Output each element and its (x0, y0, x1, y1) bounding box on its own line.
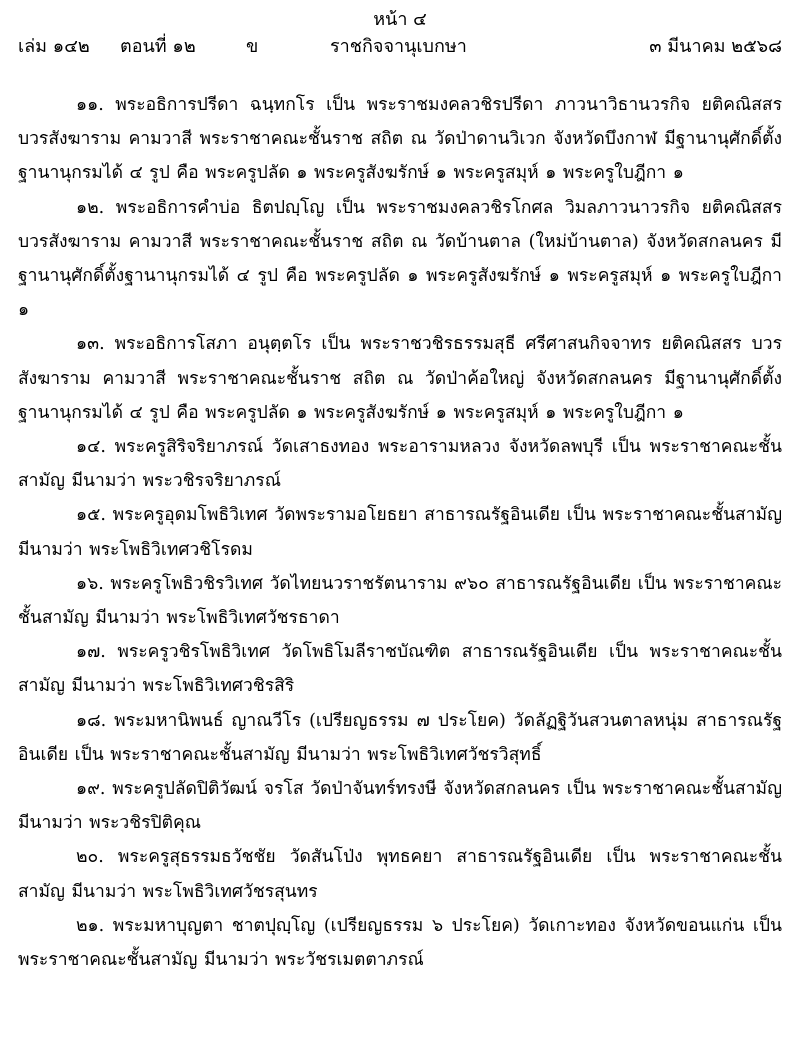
page-number: หน้า ๔ (373, 9, 427, 30)
paragraph-11: ๑๑. พระอธิการปรีดา ฉนฺทกโร เป็น พระราชมงคลวชิรปรีดา ภาวนาวิธานวรกิจ ยติคณิสสร บวรสังฆาราม คามวาสี พระราชาคณะชั้นราช สถิต ณ วัดป่าดานวิเวก จังหวัดบึงกาฬ มีฐานานุศักดิ์ตั้งฐานานุกรมได้ ๔ รูป คือ พระครูปลัด ๑ พระครูสังฆรักษ์ ๑ พระครูสมุห์ ๑ พระครูใบฎีกา ๑ (18, 95, 782, 184)
paragraph-16: ๑๖. พระครูโพธิวชิรวิเทศ วัดไทยนวราชรัตนาราม ๙๖๐ สาธารณรัฐอินเดีย เป็น พระราชาคณะชั้นสามัญ มีนามว่า พระโพธิวิเทศวัชรธาดา (18, 573, 782, 629)
publication-title: ราชกิจจานุเบกษา (330, 36, 467, 57)
volume-number: เล่ม ๑๔๒ (18, 36, 90, 57)
paragraph-20: ๒๐. พระครูสุธรรมธวัชชัย วัดสันโป่ง พุทธคยา สาธารณรัฐอินเดีย เป็น พระราชาคณะชั้นสามัญ มีนามว่า พระโพธิวิเทศวัชรสุนทร (18, 847, 782, 902)
paragraph-18: ๑๘. พระมหานิพนธ์ ญาณวีโร (เปรียญธรรม ๗ ประโยค) วัดลัฏฐิวันสวนตาลหนุ่ม สาธารณรัฐอินเดีย เป็น พระราชาคณะชั้นสามัญ มีนามว่า พระโพธิวิเทศวัชรวิสุทธิ์ (18, 710, 782, 765)
paragraph-14: ๑๔. พระครูสิริจริยาภรณ์ วัดเสาธงทอง พระอารามหลวง จังหวัดลพบุรี เป็น พระราชาคณะชั้นสามัญ มีนามว่า พระวชิรจริยาภรณ์ (18, 437, 782, 492)
issue-number: ตอนที่ ๑๒ (120, 36, 196, 57)
paragraph-15: ๑๕. พระครูอุดมโพธิวิเทศ วัดพระรามอโยธยา สาธารณรัฐอินเดีย เป็น พระราชาคณะชั้นสามัญ มีนามว่า พระโพธิวิเทศวชิโรดม (18, 505, 782, 560)
paragraph-12: ๑๒. พระอธิการคำบ่อ ธิตปญฺโญ เป็น พระราชมงคลวชิรโกศล วิมลภาวนาวรกิจ ยติคณิสสร บวรสังฆาราม คามวาสี พระราชาคณะชั้นราช สถิต ณ วัดบ้านตาล (ใหม่บ้านตาล) จังหวัดสกลนคร มีฐานานุศักดิ์ตั้งฐานานุกรมได้ ๔ รูป คือ พระครูปลัด ๑ พระครูสังฆรักษ์ ๑ พระครูสมุห์ ๑ พระครูใบฎีกา ๑ (18, 197, 782, 321)
paragraph-13: ๑๓. พระอธิการโสภา อนุตฺตโร เป็น พระราชวชิรธรรมสุธี ศรีศาสนกิจจาทร ยติคณิสสร บวรสังฆาราม คามวาสี พระราชาคณะชั้นราช สถิต ณ วัดป่าค้อใหญ่ จังหวัดสกลนคร มีฐานานุศักดิ์ตั้งฐานานุกรมได้ ๔ รูป คือ พระครูปลัด ๑ พระครูสังฆรักษ์ ๑ พระครูสมุห์ ๑ พระครูใบฎีกา ๑ (18, 334, 782, 423)
gazette-header (18, 34, 782, 60)
paragraph-21: ๒๑. พระมหาบุญตา ชาตปุญฺโญ (เปรียญธรรม ๖ ประโยค) วัดเกาะทอง จังหวัดขอนแก่น เป็น พระราชาคณะชั้นสามัญ มีนามว่า พระวัชรเมตตาภรณ์ (18, 915, 782, 971)
paragraph-17: ๑๗. พระครูวชิรโพธิวิเทศ วัดโพธิโมลีราชบัณฑิต สาธารณรัฐอินเดีย เป็น พระราชาคณะชั้นสามัญ มีนามว่า พระโพธิวิเทศวชิรสิริ (18, 642, 782, 697)
paragraph-19: ๑๙. พระครูปลัดปิติวัฒน์ จรโส วัดป่าจันทร์ทรงษี จังหวัดสกลนคร เป็น พระราชาคณะชั้นสามัญ มีนามว่า พระวชิรปิติคุณ (18, 779, 782, 834)
section-letter: ข (246, 36, 259, 57)
publication-date: ๓ มีนาคม ๒๕๖๘ (649, 36, 782, 57)
document-body (18, 88, 782, 977)
